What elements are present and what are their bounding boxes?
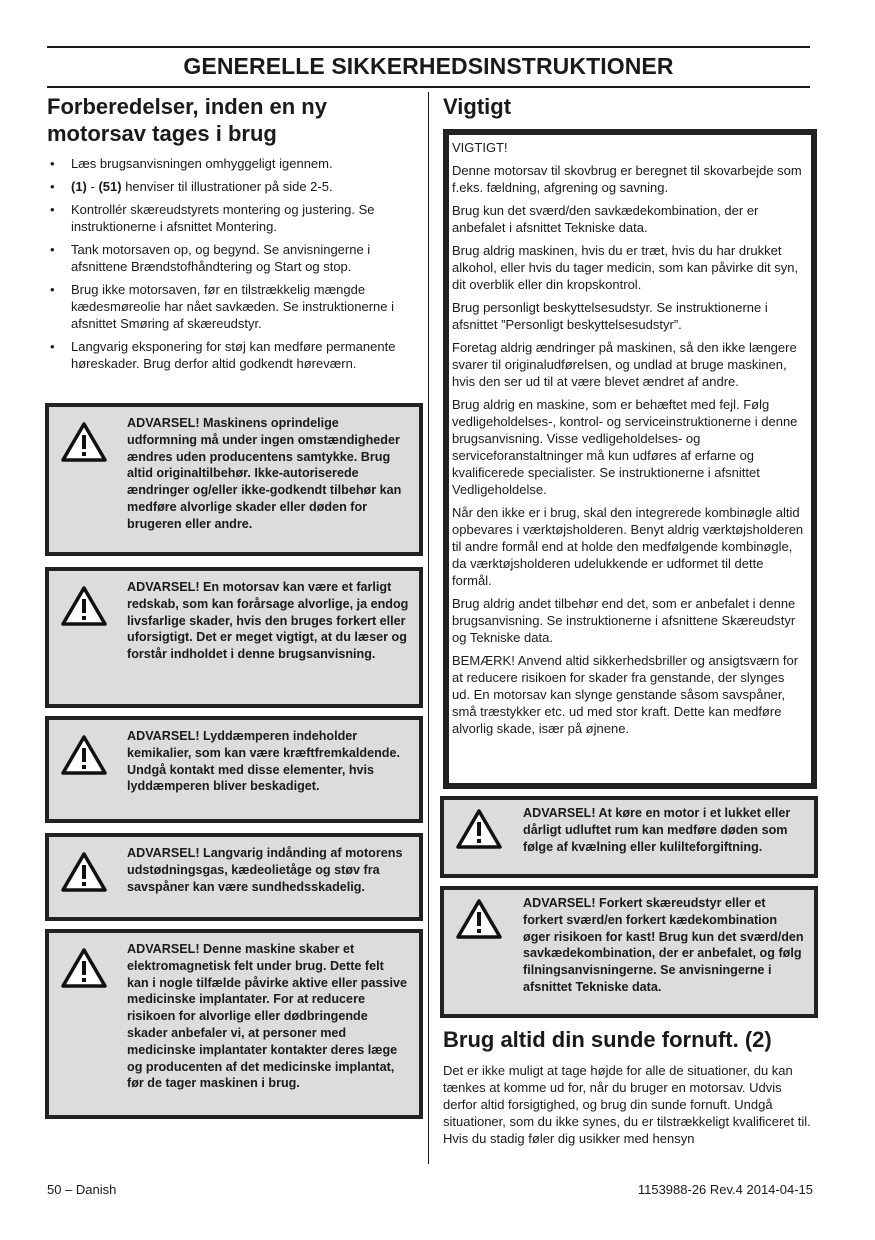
bullet-glyph: • xyxy=(50,339,55,354)
list-item-text: Læs brugsanvisningen omhyggeligt igennem. xyxy=(71,156,333,171)
important-paragraph: Brug aldrig maskinen, hvis du er træt, hvis du har drukket alkohol, eller hvis du tager medicin, som kan påvirke dit syn, dit overblik eller din kropskontrol. xyxy=(452,243,799,292)
list-item-text: Tank motorsaven op, og begynd. Se anvisningerne i afsnittene Brændstofhåndtering og Start og stop. xyxy=(71,242,371,274)
warning-triangle-icon xyxy=(455,808,503,850)
bullet-glyph: • xyxy=(50,242,55,257)
list-item-text: henviser til illustrationer på side 2-5. xyxy=(121,179,333,194)
bullet-glyph: • xyxy=(50,282,55,297)
list-item xyxy=(47,241,419,275)
document-reference: 1153988-26 Rev.4 2014-04-15 xyxy=(637,1182,813,1197)
list-item-text: Kontrollér skæreudstyrets montering og justering. Se instruktionerne i afsnittet Montering. xyxy=(71,202,375,234)
important-paragraph: Brug personligt beskyttelsesudstyr. Se instruktionerne i afsnittet ”Personligt beskyttelsesudstyr”. xyxy=(452,300,768,332)
list-item xyxy=(47,281,419,332)
warning-box-kickback xyxy=(440,886,818,1018)
important-label: VIGTIGT! xyxy=(452,140,508,155)
title-underline xyxy=(47,86,810,88)
top-rule xyxy=(47,46,810,48)
warning-triangle-icon xyxy=(60,421,108,463)
list-item xyxy=(47,155,419,172)
ref-separator: - xyxy=(86,179,99,194)
page-title: GENERELLE SIKKERHEDSINSTRUKTIONER xyxy=(183,53,674,79)
warning-box-muffler xyxy=(45,716,423,823)
warning-text: ADVARSEL! Langvarig indånding af motorens udstødningsgas, kædeolietåge og støv fra savspåner kan være sundhedsskadelig. xyxy=(127,846,403,894)
warning-box-exhaust xyxy=(45,833,423,921)
list-item-text: Langvarig eksponering for støj kan medføre permanente høreskader. Brug derfor altid godkendt høreværn. xyxy=(71,339,396,371)
warning-text: ADVARSEL! At køre en motor i et lukket eller dårligt udluftet rum kan medføre døden som følge af kvælning eller kulilteforgiftning. xyxy=(523,806,791,854)
warning-text: ADVARSEL! Denne maskine skaber et elektromagnetisk felt under brug. Dette felt kan i nogle tilfælde påvirke aktive eller passive medicinske implantater. For at reducere risikoen for alvorlige eller dødbringende skader anbefaler vi, at personer med medicinske implantater kontakter deres læge og producenten af det medicinske implantat, før de tager maskinen i brug. xyxy=(127,942,407,1091)
important-paragraph: Denne motorsav til skovbrug er beregnet til skovarbejde som f.eks. fældning, afgrening og savning. xyxy=(452,163,802,195)
column-divider xyxy=(428,92,429,1164)
important-paragraph: Brug aldrig andet tilbehør end det, som er anbefalet i denne brugsanvisning. Se instruktionerne i afsnittene Skæreudstyr og Tekniske data. xyxy=(452,596,796,645)
bullet-glyph: • xyxy=(50,179,55,194)
list-item xyxy=(47,201,419,235)
important-paragraph: BEMÆRK! Anvend altid sikkerhedsbriller og ansigtsværn for at reducere risikoen for skader fra genstande, der slynges ud. En motorsav kan slynge genstande såsom savspåner, små træstykker etc. ud med stor kraft. Dette kan medføre alvorlig skade, især på øjnene. xyxy=(452,653,799,736)
preparation-list xyxy=(47,155,419,378)
warning-triangle-icon xyxy=(455,898,503,940)
illustration-ref-start: (1) xyxy=(71,179,87,194)
bullet-glyph: • xyxy=(50,202,55,217)
warning-box-electromagnetic xyxy=(45,929,423,1119)
important-box xyxy=(443,129,817,789)
warning-triangle-icon xyxy=(60,851,108,893)
common-sense-paragraph: Det er ikke muligt at tage højde for alle de situationer, du kan tænkes at komme ud for, når du bruger en motorsav. Udvis derfor altid forsigtighed, og brug din sunde fornuft. Undgå situationer, som du ikke synes, du er tilstrækkeligt kvalificeret til. Hvis du stadig føler dig usikker med hensyn xyxy=(443,1063,811,1146)
important-paragraph: Brug aldrig en maskine, som er behæftet med fejl. Følg vedligeholdelses-, kontrol- og serviceinstruktionerne i denne brugsanvisning. Visse vedligeholdelses- og serviceforanstaltninger må kun udføres af erfarne og kvalificerede specialister. Se instruktionerne i afsnittet Vedligeholdelse. xyxy=(452,397,798,497)
warning-text: ADVARSEL! Lyddæmperen indeholder kemikalier, som kan være kræftfremkaldende. Undgå kontakt med disse elementer, hvis lyddæmperen bliver beskadiget. xyxy=(127,729,400,794)
bullet-glyph: • xyxy=(50,156,55,171)
list-item-text: Brug ikke motorsaven, før en tilstrækkelig mængde kædesmøreolie har nået savkæden. Se instruktionerne i afsnittet Smøring af skæreudstyr. xyxy=(71,282,394,331)
list-item xyxy=(47,338,419,372)
section-heading-important: Vigtigt xyxy=(443,94,512,119)
section-heading-preparation: Forberedelser, inden en ny motorsav tages i brug xyxy=(47,94,327,146)
warning-box-dangerous-tool xyxy=(45,567,423,708)
important-paragraph: Brug kun det sværd/den savkædekombination, der er anbefalet i afsnittet Tekniske data. xyxy=(452,203,759,235)
warning-triangle-icon xyxy=(60,734,108,776)
warning-box-closed-room xyxy=(440,796,818,878)
illustration-ref-end: (51) xyxy=(98,179,122,194)
section-heading-common-sense: Brug altid din sunde fornuft. (2) xyxy=(443,1027,772,1052)
important-paragraph: Foretag aldrig ændringer på maskinen, så den ikke længere svarer til originaludførelsen, og undlad at bruge maskinen, hvis den ser ud til at være blevet ændret af andre. xyxy=(452,340,797,389)
warning-text: ADVARSEL! Maskinens oprindelige udformning må under ingen omstændigheder ændres uden producentens samtykke. Brug altid originaltilbehør. Ikke-autoriserede ændringer og/eller ikke-godkendt tilbehør kan medføre alvorlige skader eller døden for brugeren eller andre. xyxy=(127,416,402,531)
warning-triangle-icon xyxy=(60,585,108,627)
important-paragraph: Når den ikke er i brug, skal den integrerede kombinøgle altid opbevares i værktøjsholderen. Benyt aldrig værktøjsholderen til andre formål end at holde den medfølgende kombinøgle, da værktøjsholderen udelukkende er udformet til dette formål. xyxy=(452,505,804,588)
warning-box-modification xyxy=(45,403,423,556)
warning-text: ADVARSEL! Forkert skæreudstyr eller et forkert sværd/en forkert kædekombination øger risikoen for kast! Brug kun det sværd/den savkædekombination, der er anbefalet, og følg filningsanvisningerne. Se anvisningerne i afsnittet Tekniske data. xyxy=(523,896,804,994)
warning-triangle-icon xyxy=(60,947,108,989)
page-number: 50 – Danish xyxy=(47,1182,117,1197)
list-item xyxy=(47,178,419,195)
warning-text: ADVARSEL! En motorsav kan være et farligt redskab, som kan forårsage alvorlige, ja endog livsfarlige skader, hvis den bruges forkert eller uforsigtigt. Det er meget vigtigt, at du læser og forstår indholdet i denne brugsanvisning. xyxy=(127,580,409,662)
